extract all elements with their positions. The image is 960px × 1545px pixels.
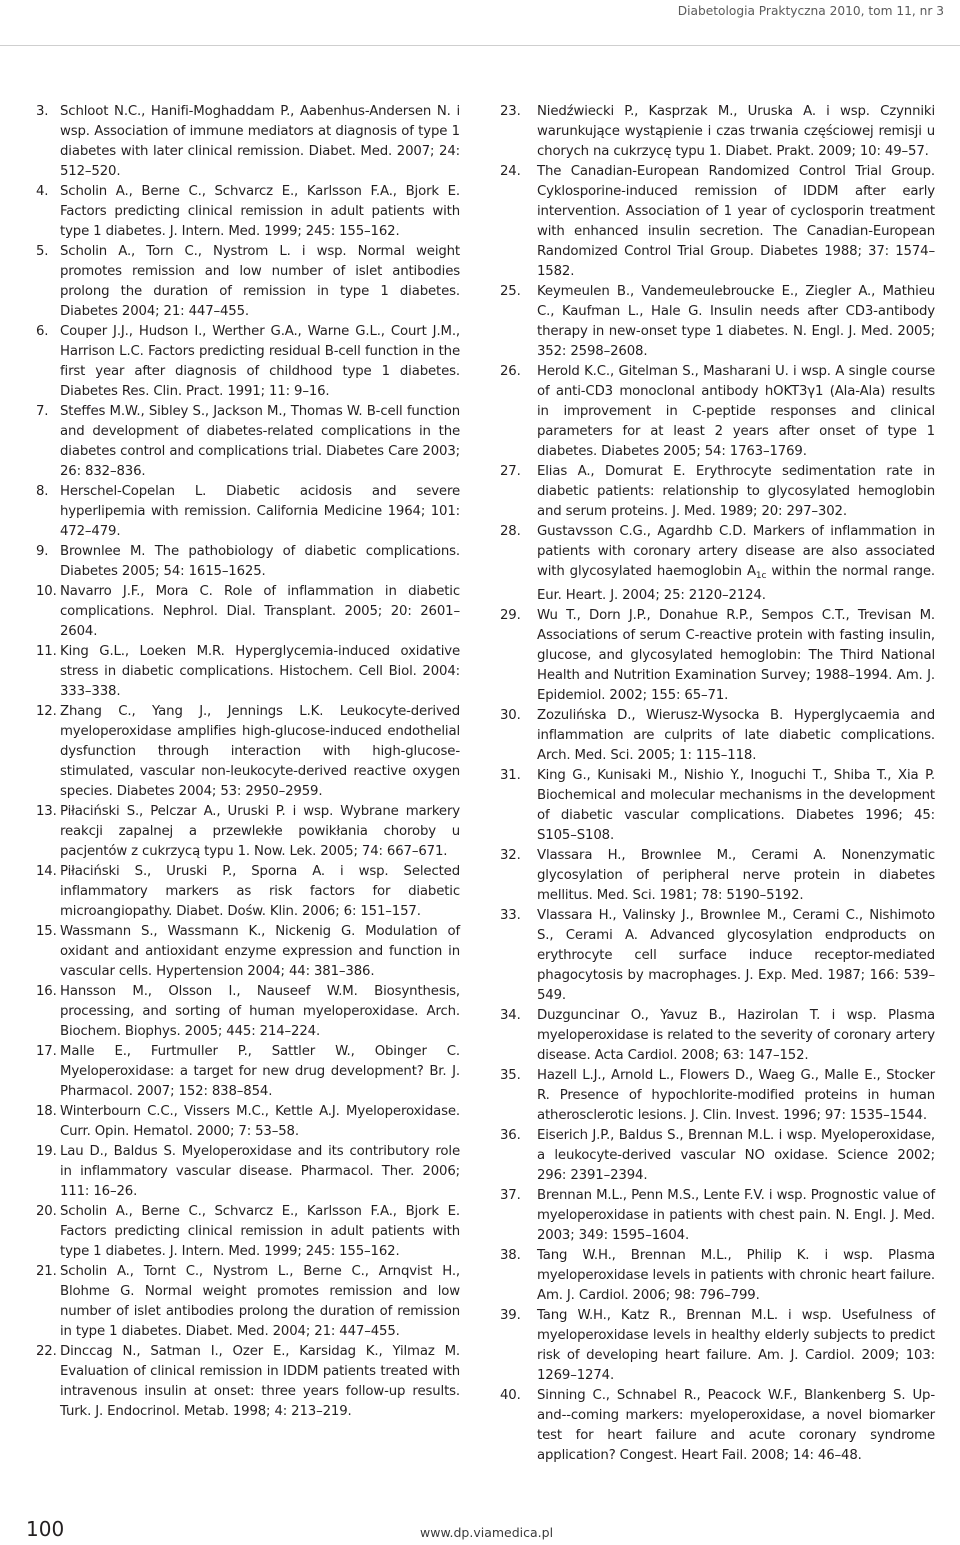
reference-number: 4.	[36, 184, 49, 199]
reference-item	[36, 482, 460, 542]
reference-text: Duzguncinar O., Yavuz B., Hazirolan T. i wsp. Plasma myeloperoxidase is related to the severity of coronary artery disease. Acta Cardiol. 2008; 63: 147–152.	[537, 1008, 935, 1063]
reference-item	[36, 402, 460, 482]
reference-number: 28.	[500, 524, 521, 539]
reference-item	[36, 1142, 460, 1202]
running-head	[0, 0, 960, 46]
reference-number: 22.	[36, 1344, 57, 1359]
reference-item	[36, 982, 460, 1042]
reference-item	[500, 1006, 935, 1066]
reference-item	[500, 766, 935, 846]
reference-text: Brownlee M. The pathobiology of diabetic complications. Diabetes 2005; 54: 1615–1625.	[60, 544, 460, 579]
reference-number: 12.	[36, 704, 57, 719]
reference-item	[500, 706, 935, 766]
reference-number: 26.	[500, 364, 521, 379]
reference-item	[36, 582, 460, 642]
reference-text: Eiserich J.P., Baldus S., Brennan M.L. i wsp. Myeloperoxidase, a leukocyte-derived vascular NO oxidase. Science 2002; 296: 2391–2394.	[537, 1128, 935, 1183]
reference-text: Steffes M.W., Sibley S., Jackson M., Thomas W. B-cell function and development of diabetes-related complications in the diabetes control and complications trial. Diabetes Care 2003; 26: 832–836.	[60, 404, 460, 479]
reference-text: Keymeulen B., Vandemeulebroucke E., Ziegler A., Mathieu C., Kaufman L., Hale G. Insulin needs after CD3-antibody therapy in new-onset type 1 diabetes. N. Engl. J. Med. 2005; 352: 2598–2608.	[537, 284, 935, 359]
reference-text: Elias A., Domurat E. Erythrocyte sedimentation rate in diabetic patients: relationship to glycosylated hemoglobin and serum proteins. J. Med. 1989; 20: 297–302.	[537, 464, 935, 519]
reference-text: Scholin A., Berne C., Schvarcz E., Karlsson F.A., Bjork E. Factors predicting clinical remission in adult patients with type 1 diabetes. J. Intern. Med. 1999; 245: 155–162.	[60, 1204, 460, 1259]
reference-text: Brennan M.L., Penn M.S., Lente F.V. i wsp. Prognostic value of myeloperoxidase in patients with chest pain. N. Engl. J. Med. 2003; 349: 1595–1604.	[537, 1188, 935, 1243]
reference-text: Couper J.J., Hudson I., Werther G.A., Warne G.L., Court J.M., Harrison L.C. Factors predicting residual B-cell function in the first year after diagnosis of childhood type 1 diabetes. Diabetes Res. Clin. Pract. 1991; 11: 9–16.	[60, 324, 460, 399]
reference-text: Vlassara H., Valinsky J., Brownlee M., Cerami C., Nishimoto S., Cerami A. Advanced glycosylation endproducts on erythrocyte cell surface induce receptor-mediated phagocytosis by macrophages. J. Exp. Med. 1987; 166: 539–549.	[537, 908, 935, 1003]
reference-number: 38.	[500, 1248, 521, 1263]
reference-number: 19.	[36, 1144, 57, 1159]
reference-item	[500, 162, 935, 282]
reference-text: Scholin A., Torn C., Nystrom L. i wsp. Normal weight promotes remission and low number of islet antibodies prolong the duration of remission in type 1 diabetes. Diabetes 2004; 21: 447–455.	[60, 244, 460, 319]
reference-number: 27.	[500, 464, 521, 479]
reference-item	[36, 802, 460, 862]
reference-number: 15.	[36, 924, 57, 939]
reference-number: 7.	[36, 404, 49, 419]
reference-text: Lau D., Baldus S. Myeloperoxidase and its contributory role in inflammatory vascular disease. Pharmacol. Ther. 2006; 111: 16–26.	[60, 1144, 460, 1199]
reference-text: Zozulińska D., Wierusz-Wysocka B. Hyperglycaemia and inflammation are culprits of late diabetic complications. Arch. Med. Sci. 2005; 1: 115–118.	[537, 708, 935, 763]
reference-number: 3.	[36, 104, 49, 119]
page-number: 100	[26, 1517, 65, 1541]
reference-number: 34.	[500, 1008, 521, 1023]
reference-number: 8.	[36, 484, 49, 499]
reference-number: 25.	[500, 284, 521, 299]
reference-item	[500, 1186, 935, 1246]
reference-text: Tang W.H., Brennan M.L., Philip K. i wsp. Plasma myeloperoxidase levels in patients with chronic heart failure. Am. J. Cardiol. 2006; 98: 796–799.	[537, 1248, 935, 1303]
reference-text: Navarro J.F., Mora C. Role of inflammation in diabetic complications. Nephrol. Dial. Transplant. 2005; 20: 2601–2604.	[60, 584, 460, 639]
reference-number: 11.	[36, 644, 57, 659]
reference-number: 20.	[36, 1204, 57, 1219]
reference-item	[36, 242, 460, 322]
reference-text-part: within the normal range. Eur. Heart. J. 2004; 25: 2120–2124.	[537, 564, 935, 603]
reference-text: The Canadian-European Randomized Control Trial Group. Cyklosporine-induced remission of IDDM after early intervention. Association of 1 year of cyclosporin treatment with enhanced insulin secretion. The Canadian-European Randomized Control Trial Group. Diabetes 1988; 37: 1574–1582.	[537, 164, 935, 279]
reference-number: 10.	[36, 584, 57, 599]
reference-item	[36, 1262, 460, 1342]
reference-text	[537, 522, 935, 606]
reference-item	[500, 1126, 935, 1186]
reference-number: 14.	[36, 864, 57, 879]
reference-item	[36, 182, 460, 242]
reference-item	[500, 606, 935, 706]
reference-text: Scholin A., Tornt C., Nystrom L., Berne C., Arnqvist H., Blohme G. Normal weight promotes remission and low number of islet antibodies prolong the duration of remission in type 1 diabetes. Diabet. Med. 2004; 21: 447–455.	[60, 1264, 460, 1339]
reference-text: King G., Kunisaki M., Nishio Y., Inoguchi T., Shiba T., Xia P. Biochemical and molecular mechanisms in the development of diabetic vascular complications. Diabetes 1996; 45: S105–S108.	[537, 768, 935, 843]
reference-item	[36, 322, 460, 402]
reference-item	[36, 1342, 460, 1422]
reference-text: Dinccag N., Satman I., Ozer E., Karsidag K., Yilmaz M. Evaluation of clinical remission in IDDM patients treated with intravenous insulin at onset: three years follow-up results. Turk. J. Endocrinol. Metab. 1998; 4: 213–219.	[60, 1344, 460, 1419]
reference-text: Winterbourn C.C., Vissers M.C., Kettle A.J. Myeloperoxidase. Curr. Opin. Hematol. 2000; 7: 53–58.	[60, 1104, 460, 1139]
footer-url: www.dp.viamedica.pl	[420, 1525, 554, 1540]
reference-number: 18.	[36, 1104, 57, 1119]
reference-text: Wassmann S., Wassmann K., Nickenig G. Modulation of oxidant and antioxidant enzyme expression and function in vascular cells. Hypertension 2004; 44: 381–386.	[60, 924, 460, 979]
reference-text: Tang W.H., Katz R., Brennan M.L. i wsp. Usefulness of myeloperoxidase levels in healthy elderly subjects to predict risk of developing heart failure. Am. J. Cardiol. 2009; 103: 1269–1274.	[537, 1308, 935, 1383]
reference-number: 21.	[36, 1264, 57, 1279]
reference-text: Piłaciński S., Pelczar A., Uruski P. i wsp. Wybrane markery reakcji zapalnej a przewlekłe powikłania choroby u pacjentów z cukrzycą typu 1. Now. Lek. 2005; 74: 667–671.	[60, 804, 460, 859]
reference-number: 35.	[500, 1068, 521, 1083]
reference-item	[36, 1042, 460, 1102]
reference-text: Piłaciński S., Uruski P., Sporna A. i wsp. Selected inflammatory markers as risk factors for diabetic microangiopathy. Diabet. Dośw. Klin. 2006; 6: 151–157.	[60, 864, 460, 919]
reference-text: Schloot N.C., Hanifi-Moghaddam P., Aabenhus-Andersen N. i wsp. Association of immune mediators at diagnosis of type 1 diabetes with later clinical remission. Diabet. Med. 2007; 24: 512–520.	[60, 104, 460, 179]
reference-item	[500, 1306, 935, 1386]
reference-item	[500, 102, 935, 162]
reference-number: 16.	[36, 984, 57, 999]
reference-text: Herschel-Copelan L. Diabetic acidosis and severe hyperlipemia with remission. California Medicine 1964; 101: 472–479.	[60, 484, 460, 539]
subscript: 1c	[755, 571, 767, 581]
reference-number: 17.	[36, 1044, 57, 1059]
reference-item	[500, 1246, 935, 1306]
reference-number: 40.	[500, 1388, 521, 1403]
reference-item	[36, 642, 460, 702]
reference-number: 39.	[500, 1308, 521, 1323]
reference-text: Wu T., Dorn J.P., Donahue R.P., Sempos C.T., Trevisan M. Associations of serum C-reactive protein with fasting insulin, glucose, and glycosylated hemoglobin: The Third National Health and Nutrition Examination Survey; 1988–1994. Am. J. Epidemiol. 2002; 155: 65–71.	[537, 608, 935, 703]
reference-number: 31.	[500, 768, 521, 783]
reference-number: 30.	[500, 708, 521, 723]
reference-number: 36.	[500, 1128, 521, 1143]
reference-number: 29.	[500, 608, 521, 623]
reference-item	[500, 282, 935, 362]
reference-number: 5.	[36, 244, 49, 259]
reference-text: Sinning C., Schnabel R., Peacock W.F., Blankenberg S. Up-and--coming markers: myeloperoxidase, a novel biomarker test for heart failure and acute coronary syndrome application? Congest. Heart Fail. 2008; 14: 46–48.	[537, 1388, 935, 1463]
reference-text: Scholin A., Berne C., Schvarcz E., Karlsson F.A., Bjork E. Factors predicting clinical remission in adult patients with type 1 diabetes. J. Intern. Med. 1999; 245: 155–162.	[60, 184, 460, 239]
reference-item	[500, 1386, 935, 1466]
reference-text: Hansson M., Olsson I., Nauseef W.M. Biosynthesis, processing, and sorting of human myeloperoxidase. Arch. Biochem. Biophys. 2005; 445: 214–224.	[60, 984, 460, 1039]
reference-item	[500, 522, 935, 606]
reference-text: Vlassara H., Brownlee M., Cerami A. Nonenzymatic glycosylation of peripheral nerve protein in diabetes mellitus. Med. Sci. 1981; 78: 5190–5192.	[537, 848, 935, 903]
reference-item	[500, 362, 935, 462]
reference-number: 33.	[500, 908, 521, 923]
reference-item	[36, 102, 460, 182]
reference-item	[36, 862, 460, 922]
reference-number: 13.	[36, 804, 57, 819]
reference-text: Niedźwiecki P., Kasprzak M., Uruska A. i wsp. Czynniki warunkujące wystąpienie i czas trwania częściowej remisji u chorych na cukrzycę typu 1. Diabet. Prakt. 2009; 10: 49–57.	[537, 104, 935, 159]
reference-item	[36, 1102, 460, 1142]
reference-text-part: Gustavsson C.G., Agardhb C.D. Markers of inflammation in patients with coronary artery disease are also associated with glycosylated haemoglobin A	[537, 524, 935, 579]
reference-text: King G.L., Loeken M.R. Hyperglycemia-induced oxidative stress in diabetic complications. Histochem. Cell Biol. 2004: 333–338.	[60, 644, 460, 699]
reference-item	[500, 1066, 935, 1126]
reference-text: Hazell L.J., Arnold L., Flowers D., Waeg G., Malle E., Stocker R. Presence of hypochlorite-modified proteins in human atherosclerotic lesions. J. Clin. Invest. 1996; 97: 1535–1544.	[537, 1068, 935, 1123]
reference-item	[36, 702, 460, 802]
journal-title: Diabetologia Praktyczna 2010, tom 11, nr 3	[677, 4, 944, 18]
reference-item	[500, 462, 935, 522]
reference-item	[36, 922, 460, 982]
reference-text: Zhang C., Yang J., Jennings L.K. Leukocyte-derived myeloperoxidase amplifies high-glucose-induced endothelial dysfunction through interaction with high-glucose-stimulated, vascular non-leukocyte-derived reactive oxygen species. Diabetes 2004; 53: 2950–2959.	[60, 704, 460, 799]
reference-item	[36, 1202, 460, 1262]
reference-number: 24.	[500, 164, 521, 179]
reference-number: 23.	[500, 104, 521, 119]
reference-number: 9.	[36, 544, 49, 559]
reference-text: Malle E., Furtmuller P., Sattler W., Obinger C. Myeloperoxidase: a target for new drug development? Br. J. Pharmacol. 2007; 152: 838–854.	[60, 1044, 460, 1099]
reference-item	[36, 542, 460, 582]
page-footer	[0, 1495, 960, 1545]
references-right-column	[500, 102, 935, 1466]
reference-number: 6.	[36, 324, 49, 339]
reference-number: 37.	[500, 1188, 521, 1203]
reference-item	[500, 906, 935, 1006]
reference-text: Herold K.C., Gitelman S., Masharani U. i wsp. A single course of anti-CD3 monoclonal antibody hOKT3γ1 (Ala-Ala) results in improvement in C-peptide responses and clinical parameters for at least 2 years after onset of type 1 diabetes. Diabetes 2005; 54: 1763–1769.	[537, 364, 935, 459]
references-left-column	[36, 102, 460, 1422]
reference-number: 32.	[500, 848, 521, 863]
reference-item	[500, 846, 935, 906]
